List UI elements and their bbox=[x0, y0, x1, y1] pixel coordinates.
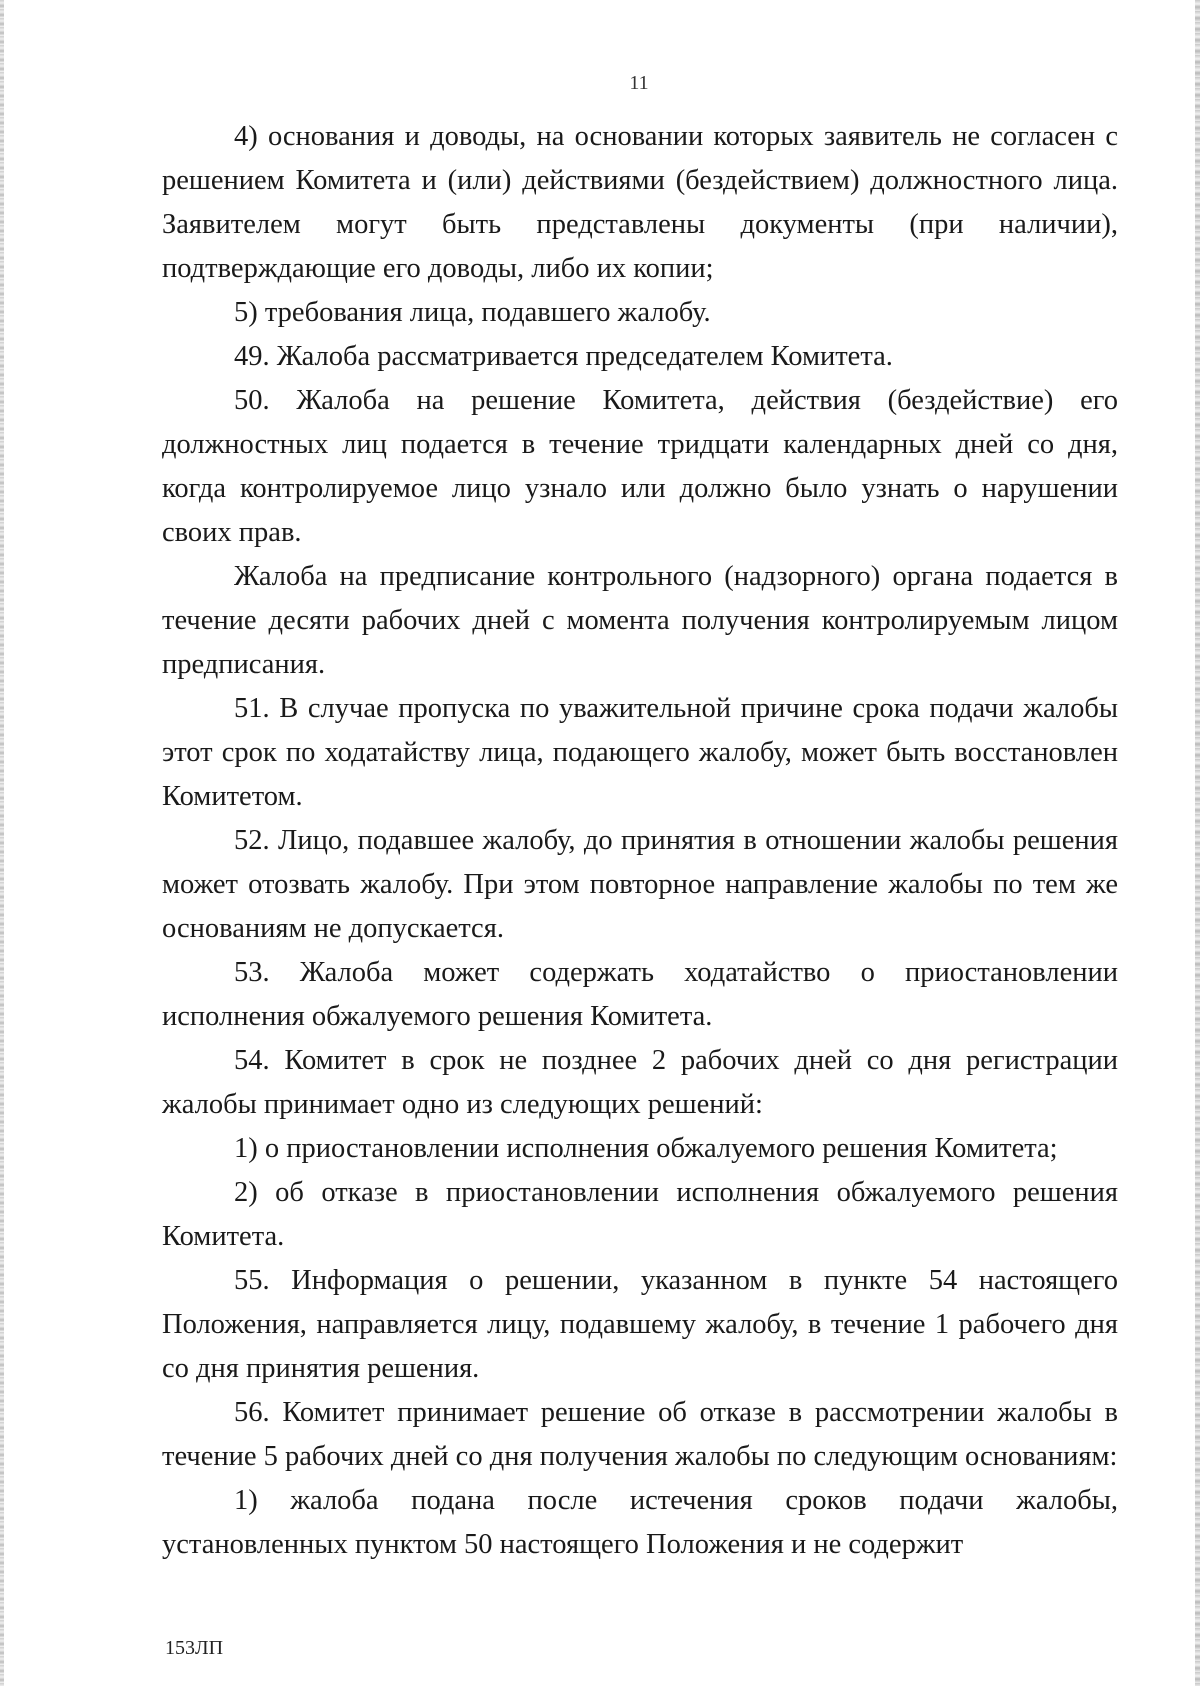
paragraph-52: 52. Лицо, подавшее жалобу, до принятия в отношении жалобы решения может отозвать жалобу. При этом повторное направление жалобы по тем же основаниям не допускается. bbox=[162, 825, 1118, 944]
paragraph-49: 49. Жалоба рассматривается председателем Комитета. bbox=[234, 341, 893, 372]
document-body bbox=[162, 115, 1118, 1567]
paragraph-50: 50. Жалоба на решение Комитета, действия (бездействие) его должностных лиц подается в течение тридцати календарных дней со дня, когда контролируемое лицо узнало или должно было узнать о нарушении своих прав. bbox=[162, 385, 1118, 548]
paragraph-item-5: 5) требования лица, подавшего жалобу. bbox=[234, 297, 711, 328]
paragraph-53: 53. Жалоба может содержать ходатайство о приостановлении исполнения обжалуемого решения Комитета. bbox=[162, 957, 1118, 1032]
paragraph-54: 54. Комитет в срок не позднее 2 рабочих дней со дня регистрации жалобы принимает одно из следующих решений: bbox=[162, 1045, 1118, 1120]
paragraph-54-item-1: 1) о приостановлении исполнения обжалуемого решения Комитета; bbox=[234, 1133, 1058, 1164]
scan-edge-right bbox=[1195, 0, 1200, 1686]
paragraph-51: 51. В случае пропуска по уважительной причине срока подачи жалобы этот срок по ходатайству лица, подающего жалобу, может быть восстановлен Комитетом. bbox=[162, 693, 1118, 812]
paragraph-55: 55. Информация о решении, указанном в пункте 54 настоящего Положения, направляется лицу, подавшему жалобу, в течение 1 рабочего дня со дня принятия решения. bbox=[162, 1265, 1118, 1384]
paragraph-54-item-2: 2) об отказе в приостановлении исполнения обжалуемого решения Комитета. bbox=[162, 1177, 1118, 1252]
paragraph-50-prescription: Жалоба на предписание контрольного (надзорного) органа подается в течение десяти рабочих дней с момента получения контролируемым лицом предписания. bbox=[162, 561, 1118, 680]
paragraph-56: 56. Комитет принимает решение об отказе в рассмотрении жалобы в течение 5 рабочих дней со дня получения жалобы по следующим основаниям: bbox=[162, 1397, 1118, 1472]
document-code: 153ЛП bbox=[165, 1637, 224, 1659]
paragraph-item-4: 4) основания и доводы, на основании которых заявитель не согласен с решением Комитета и (или) действиями (бездействием) должностного лица. Заявителем могут быть представлены документы (при наличии), подтверждающие его доводы, либо их копии; bbox=[162, 121, 1118, 284]
scan-edge-left bbox=[0, 0, 4, 1686]
page-number: 11 bbox=[629, 72, 649, 94]
paragraph-56-item-1: 1) жалоба подана после истечения сроков подачи жалобы, установленных пунктом 50 настоящего Положения и не содержит bbox=[162, 1485, 1118, 1560]
